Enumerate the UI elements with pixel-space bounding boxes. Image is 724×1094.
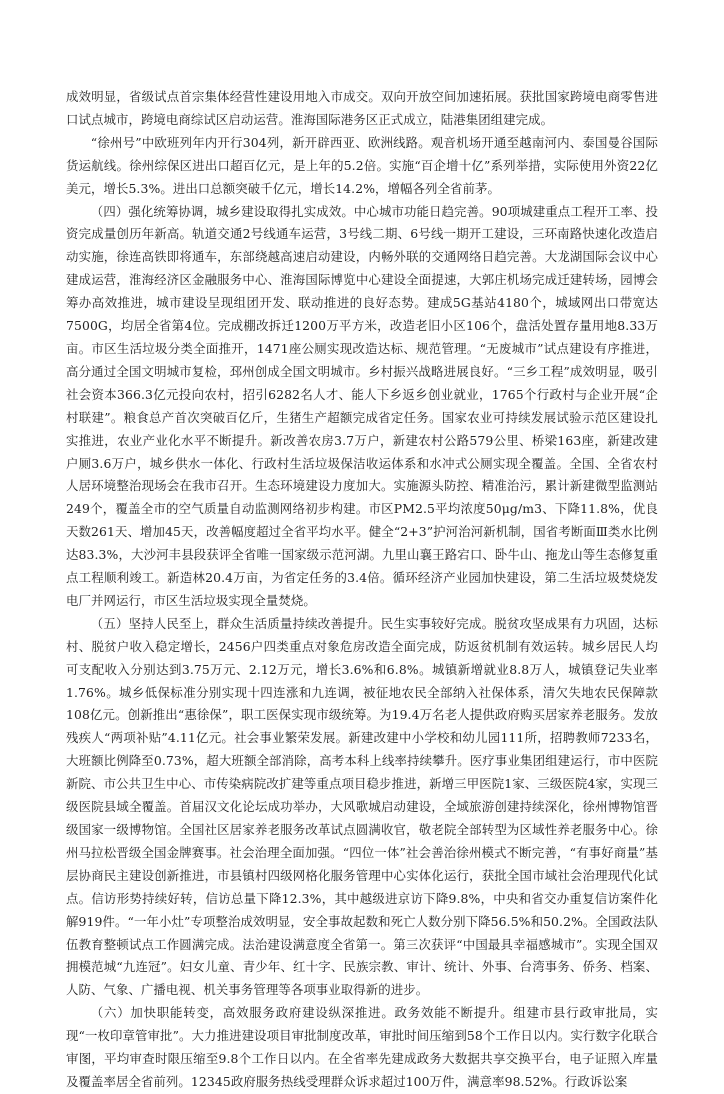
paragraph-2: “徐州号”中欧班列年内开行304列，新开辟西亚、欧洲线路。观音机场开通至越南河内、泰国曼谷国际货运航线。徐州综保区进出口超百亿元，是上年的5.2倍。实施“百企增十亿”系列举措，实际使用外资22亿美元，增长5.3%。进出口总额突破千亿元，增长14.2%，增幅各列全省前茅。	[66, 134, 658, 196]
paragraph-5: （六）加快职能转变，高效服务政府建设纵深推进。政务效能不断提升。组建市县行政审批局，实现“一枚印章管审批”。大力推进建设项目审批制度改革，审批时间压缩到58个工作日以内。实行数字化联合审图，平均审查时限压缩至9.8个工作日以内。在全省率先建成政务大数据共享交换平台，电子证照入库量及覆盖率居全省前列。12345政府服务热线受理群众诉求超过100万件，满意率98.52%。行政诉讼案	[66, 1005, 658, 1089]
paragraph-4: （五）坚持人民至上，群众生活质量持续改善提升。民生实事较好完成。脱贫攻坚成果有力巩固，达标村、脱贫户收入稳定增长，2456户四类重点对象危房改造全面完成，防返贫机制有效运转。城乡居民人均可支配收入分别达到3.75万元、2.12万元，增长3.6%和6.8%。城镇新增就业8.8万人，城镇登记失业率1.76%。城乡低保标准分别实现十四连涨和九连调，被征地农民全部纳入社保体系，清欠失地农民保障款108亿元。创新推出“惠徐保”，职工医保实现市级统筹。为19.4万名老人提供政府购买居家养老服务。发放残疾人“两项补贴”4.11亿元。社会事业繁荣发展。新建改建中小学校和幼儿园111所，招聘教师7233名，大班额比例降至0.73%，超大班额全部消除，高考本科上线率持续攀升。医疗事业集团组建运行，市中医院新院、市公共卫生中心、市传染病院改扩建等重点项目稳步推进，新增三甲医院1家、三级医院4家，实现三级医院县域全覆盖。首届汉文化论坛成功举办，大风歌城启动建设，全域旅游创建持续深化，徐州博物馆晋级国家一级博物馆。全国社区居家养老服务改革试点圆满收官，敬老院全部转型为区域性养老服务中心。徐州马拉松晋级全国金牌赛事。社会治理全面加强。“四位一体”社会善治徐州模式不断完善，“有事好商量”基层协商民主建设创新推进，市县镇村四级网格化服务管理中心实体化运行，获批全国市域社会治理现代化试点。信访形势持续好转，信访总量下降12.3%，其中越级进京访下降9.8%，中央和省交办重复信访案件化解919件。“一年小灶”专项整治成效明显，安全事故起数和死亡人数分别下降56.5%和50.2%。全国政法队伍教育整顿试点工作圆满完成。法治建设满意度全省第一。第三次获评“中国最具幸福感城市”。实现全国双拥模范城“九连冠”。妇女儿童、青少年、红十字、民族宗教、审计、统计、外事、台湾事务、侨务、档案、人防、气象、广播电视、机关事务管理等各项事业取得新的进步。	[66, 615, 658, 998]
paragraph-3: （四）强化统筹协调，城乡建设取得扎实成效。中心城市功能日趋完善。90项城建重点工程开工率、投资完成量创历年新高。轨道交通2号线通车运营，3号线二期、6号线一期开工建设，三环南路快速化改造启动实施，徐连高铁即将通车，东部绕越高速启动建设，内畅外联的交通网络日趋完善。大龙湖国际会议中心建成运营，淮海经济区金融服务中心、淮海国际博览中心建设全面提速，大郭庄机场完成迁建转场，园博会筹办高效推进，城市建设呈现组团开发、联动推进的良好态势。建成5G基站4180个，城域网出口带宽达7500G，均居全省第4位。完成棚改拆迁1200万平方米，改造老旧小区106个，盘活处置存量用地8.33万亩。市区生活垃圾分类全面推开，1471座公厕实现改造达标、规范管理。“无废城市”试点建设有序推进，高分通过全国文明城市复检，邳州创成全国文明城市。乡村振兴战略进展良好。“三乡工程”成效明显，吸引社会资本366.3亿元投向农村，招引6282名人才、能人下乡返乡创业就业，1765个行政村与企业开展“企村联建”。粮食总产首次突破百亿斤，生猪生产超额完成省定任务。国家农业可持续发展试验示范区建设扎实推进，农业产业化水平不断提升。新改善农房3.7万户，新建农村公路579公里、桥梁163座，新建改建户厕3.6万户，城乡供水一体化、行政村生活垃圾保洁收运体系和水冲式公厕实现全覆盖。全国、全省农村人居环境整治现场会在我市召开。生态环境建设力度加大。实施源头防控、精准治污，累计新建微型监测站249个，覆盖全市的空气质量自动监测网络初步构建。市区PM2.5平均浓度50μg/m3、下降11.8%，优良天数261天、增加45天，改善幅度超过全省平均水平。健全“2+3”护河治河新机制，国省考断面Ⅲ类水比例达83.3%，大沙河丰县段获评全省唯一国家级示范河湖。九里山襄王路宕口、卧牛山、拖龙山等生态修复重点工程顺利竣工。新造林20.4万亩，为省定任务的3.4倍。循环经济产业园加快建设，第二生活垃圾焚烧发电厂并网运行，市区生活垃圾实现全量焚烧。	[66, 203, 658, 608]
paragraph-1: 成效明显，省级试点首宗集体经营性建设用地入市成交。双向开放空间加速拓展。获批国家跨境电商零售进口试点城市，跨境电商综试区启动运营。淮海国际港务区正式成立，陆港集团组建完成。	[66, 89, 658, 127]
document-page	[66, 86, 658, 1094]
